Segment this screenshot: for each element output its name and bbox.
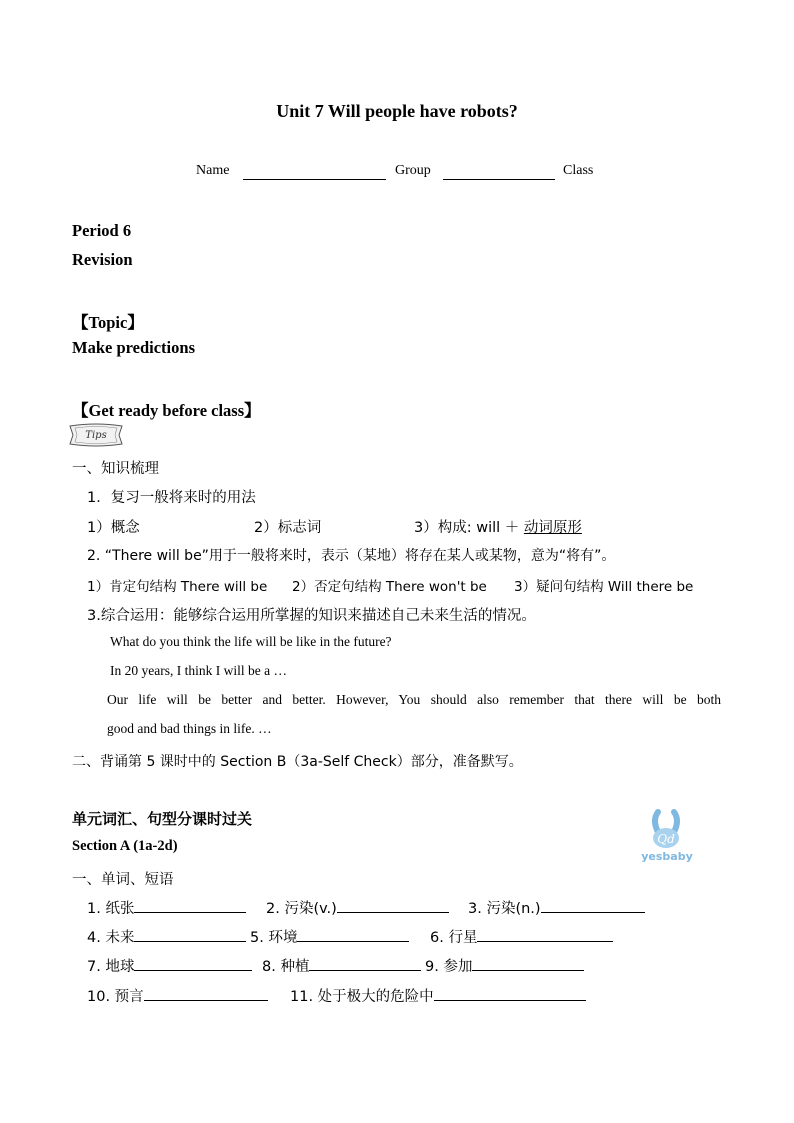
- page-title: Unit 7 Will people have robots?: [276, 101, 518, 121]
- vocab-answer-9[interactable]: [472, 955, 584, 971]
- period-heading: Period 6: [72, 221, 132, 240]
- vocab-answer-1[interactable]: [134, 897, 246, 913]
- vocab-item-11: 11. 处于极大的危险中: [290, 985, 586, 1006]
- s1-negative: 2）否定句结构 There won't be: [292, 579, 487, 595]
- section-a-heading: Section A (1a-2d): [72, 838, 178, 854]
- vocab-answer-7[interactable]: [134, 955, 252, 971]
- s1-line1: 1．复习一般将来时的用法: [87, 490, 256, 506]
- name-blank[interactable]: [243, 165, 386, 185]
- s1-signal-words: 2）标志词: [254, 520, 322, 536]
- s1-heading: 一、知识梳理: [72, 461, 159, 477]
- s1-positive: 1）肯定句结构 There will be: [87, 579, 268, 595]
- example-4: good and bad things in life. …: [107, 721, 272, 736]
- vocab-answer-5[interactable]: [297, 926, 409, 942]
- yesbaby-logo: [638, 808, 698, 864]
- s2-instruction: 二、背诵第 5 课时中的 Section B（3a-Self Check）部分，准备默写。: [72, 754, 523, 770]
- vocab-answer-8[interactable]: [309, 955, 421, 971]
- tips-icon: [66, 420, 126, 450]
- example-2: In 20 years, I think I will be a …: [110, 663, 287, 678]
- vocab-answer-2[interactable]: [337, 897, 449, 913]
- svg-text:Qd: Qd: [657, 832, 675, 846]
- s1-line5: 3.综合运用：能够综合运用所掌握的知识来描述自己未来生活的情况。: [87, 608, 536, 624]
- vocab-item-10: 10. 预言: [87, 985, 268, 1006]
- s1-question: 3）疑问句结构 Will there be: [514, 579, 694, 595]
- vocab-item-8: 8. 种植: [262, 955, 421, 976]
- vocab-answer-6[interactable]: [477, 926, 613, 942]
- tips-label: Tips: [85, 430, 107, 441]
- ready-heading: 【Get ready before class】: [72, 401, 261, 420]
- group-label: Group: [395, 163, 431, 178]
- example-3: Our life will be better and better. However, You should also remember that there will be both: [107, 692, 721, 707]
- vocab-heading: 一、单词、短语: [72, 872, 174, 888]
- vocab-item-9: 9. 参加: [425, 955, 584, 976]
- name-label: Name: [196, 163, 230, 178]
- vocab-item-3: 3. 污染(n.): [468, 897, 645, 918]
- class-label: Class: [563, 163, 594, 178]
- unit-heading: 单元词汇、句型分课时过关: [72, 810, 253, 828]
- vocab-item-4: 4. 未来: [87, 926, 246, 947]
- vocab-item-2: 2. 污染(v.): [266, 897, 449, 918]
- s1-line3: 2. “There will be”用于一般将来时，表示（某地）将存在某人或某物，意为“将有”。: [87, 548, 616, 564]
- s1-structure: 3）构成: will ＋ 动词原形: [414, 520, 582, 536]
- vocab-answer-11[interactable]: [434, 985, 586, 1001]
- example-1: What do you think the life will be like in the future?: [110, 634, 392, 649]
- vocab-answer-10[interactable]: [144, 985, 268, 1001]
- vocab-answer-3[interactable]: [541, 897, 645, 913]
- group-blank[interactable]: [443, 165, 555, 185]
- topic-text: Make predictions: [72, 338, 195, 357]
- vocab-answer-4[interactable]: [134, 926, 246, 942]
- logo-text: yesbaby: [641, 850, 693, 863]
- revision-heading: Revision: [72, 250, 133, 269]
- vocab-item-7: 7. 地球: [87, 955, 252, 976]
- vocab-item-6: 6. 行星: [430, 926, 613, 947]
- vocab-item-1: 1. 纸张: [87, 897, 246, 918]
- topic-heading: 【Topic】: [72, 313, 144, 332]
- s1-concept: 1）概念: [87, 520, 140, 536]
- vocab-item-5: 5. 环境: [250, 926, 409, 947]
